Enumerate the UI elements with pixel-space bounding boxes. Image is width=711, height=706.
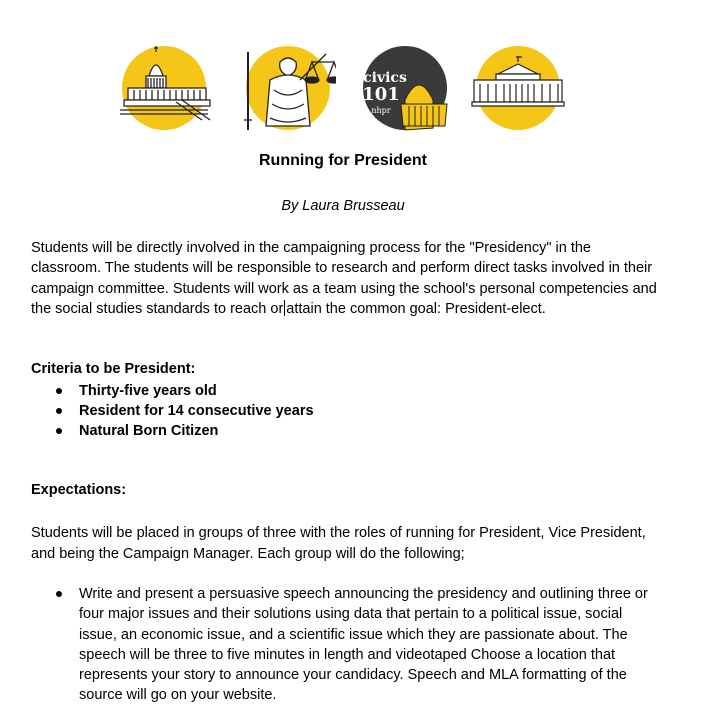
header-logos (0, 40, 711, 140)
scales-of-justice-icon (240, 40, 336, 140)
criteria-list (31, 381, 314, 441)
intro-text-part2: attain the common goal: President-elect. (286, 300, 546, 317)
expectations-heading: Expectations: (31, 482, 127, 498)
intro-text-part1: Students will be directly involved in the campaigning process for the "Presidency" in the classroom. The students will be responsible to research and perform direct tasks involved in their campaign committee. Students will work as a team using the school's personal competencies and the social studies standards to reach or (31, 240, 657, 317)
lady-justice-logo (240, 40, 336, 140)
civics101-icon (357, 40, 453, 140)
criteria-item: Thirty-five years old (31, 381, 314, 401)
capitol-icon (116, 40, 212, 140)
nhpr-wordmark: nhpr (371, 106, 391, 115)
white-house-logo (470, 40, 566, 140)
capitol-building-logo (116, 40, 212, 140)
white-house-icon (470, 40, 566, 140)
civics101-nhpr-logo (357, 40, 453, 140)
criteria-item: Resident for 14 consecutive years (31, 401, 314, 421)
expectations-list (31, 584, 651, 706)
intro-paragraph[interactable] (31, 238, 661, 319)
expectations-paragraph: Students will be placed in groups of three with the roles of running for President, Vice President, and being the Campaign Manager. Each group will do the following; (31, 525, 646, 562)
expectation-item: Write and present a persuasive speech announcing the presidency and outlining three or four major issues and their solutions using data that pertain to a political issue, social issue, an economic issue, and a scientific issue which they are passionate about. The speech will be three to five minutes in length and videotaped Choose a location that represents your story to announce your candidacy. Speech and MLA formatting of the source will go on your website. (31, 584, 651, 706)
document-title: Running for President (259, 152, 427, 169)
author-byline: By Laura Brusseau (281, 198, 405, 214)
civics-wordmark: civics (363, 70, 407, 86)
criteria-heading: Criteria to be President: (31, 361, 196, 377)
criteria-item: Natural Born Citizen (31, 421, 314, 441)
civics-number: 101 (362, 84, 400, 105)
